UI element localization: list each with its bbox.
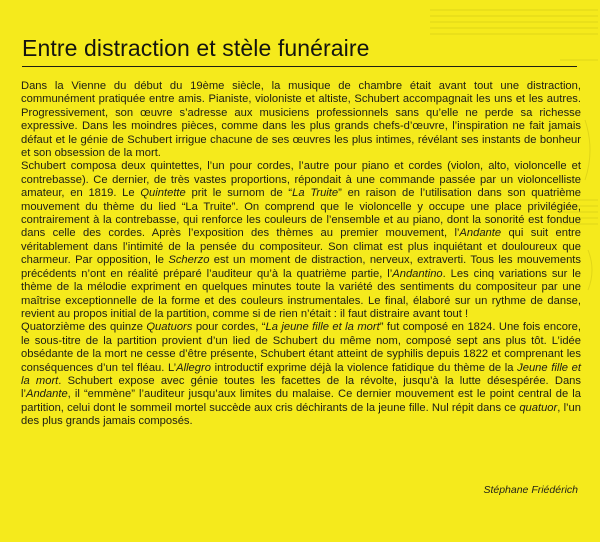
page-title: Entre distraction et stèle funéraire [22, 35, 370, 61]
italic-title: Allegro [176, 361, 211, 374]
italic-title: Jeune fille et la mort [21, 361, 581, 387]
italic-title: Andantino [392, 267, 443, 280]
paragraph: Schubert composa deux quintettes, l’un pour cordes, l’autre pour piano et cordes (violon, alto, violoncelle et contrebasse). Ce dernier, de très vastes proportions, répondait à une commande passée par un violoncelliste amateur, en 1819. Le Quintette prit le surnom de “La Truite” en raison de l’utilisation dans son quatrième mouvement du thème du lied “La Truite”. On comprend que le violoncelle y occupe une place privilégiée, contrairement à la contrebasse, qui renforce les couleurs de l’ensemble et au piano, dont la sonorité est fondue dans celle des cordes. Après l’exposition des thèmes au premier mouvement, l’Andante qui suit entre véritablement dans l’intimité de la pensée du compositeur. Son climat est plus inquiétant et douloureux que charmeur. Par opposition, le Scherzo est un moment de distraction, nerveux, extraverti. Tous les mouvements précédents n’ont en réalité préparé l’auditeur qu’à la quatrième partie, l’Andantino. Les cinq variations sur le thème de la mélodie expriment en quelques minutes toute la variété des sentiments du compositeur par une maîtrise exceptionnelle de la forme et des couleurs instrumentales. Le final, élaboré sur un rythme de danse, revient au propos initial de la partition, comme si de rien n’était : il faut distraire avant tout ! [21, 160, 582, 320]
italic-title: Andante [459, 227, 502, 240]
paragraph: Quatorzième des quinze Quatuors pour cordes, “La jeune fille et la mort” fut composé en 1824. Une fois encore, le sous-titre de la partition provient d’un lied de Schubert du même nom, composé sept ans plus tôt. L’idée obsédante de la mort ne cesse d’être présente, Schubert étant atteint de syphilis depuis 1822 et comprenant les conséquences d’un tel fléau. L’Allegro introductif exprime déjà la violence fatidique du thème de la Jeune fille et la mort. Schubert expose avec génie toutes les facettes de la révolte, jusqu’à la lutte désespérée. Dans l’Andante, il “emmène” l’auditeur jusqu’aux limites du malaise. Ce dernier mouvement est le point central de la partition, celui dont le sommeil mortel succède aux cris déchirants de la jeune fille. Nul répit dans ce quatuor, l’un des plus grands jamais composés. [21, 321, 581, 428]
italic-title: Scherzo [168, 254, 210, 267]
italic-title: Quatuors [146, 321, 193, 334]
italic-title: Andante [25, 388, 68, 401]
italic-title: quatuor [519, 401, 558, 414]
italic-title: La Truite [292, 187, 339, 200]
italic-title: Quintette [140, 187, 186, 200]
paragraph: Dans la Vienne du début du 19ème siècle, la musique de chambre était avant tout une distraction, communément pratiquée entre amis. Pianiste, violoniste et altiste, Schubert accompagnait les uns et les autres. Progressivement, son œuvre s’adresse aux musiciens professionnels sans qu’elle ne perde sa richesse expressive. Dans les moindres pièces, comme dans les plus grands chefs-d’œuvre, l’inspiration ne fait jamais défaut et le génie de Schubert irrigue chacune de ses œuvres les plus intimes, révélant ses instants de bonheur et son obsession de la mort. [21, 80, 581, 160]
article-body [21, 80, 581, 429]
author-signature: Stéphane Friédérich [483, 484, 578, 496]
italic-title: La jeune fille et la mort [265, 321, 380, 334]
title-underline [22, 66, 577, 67]
